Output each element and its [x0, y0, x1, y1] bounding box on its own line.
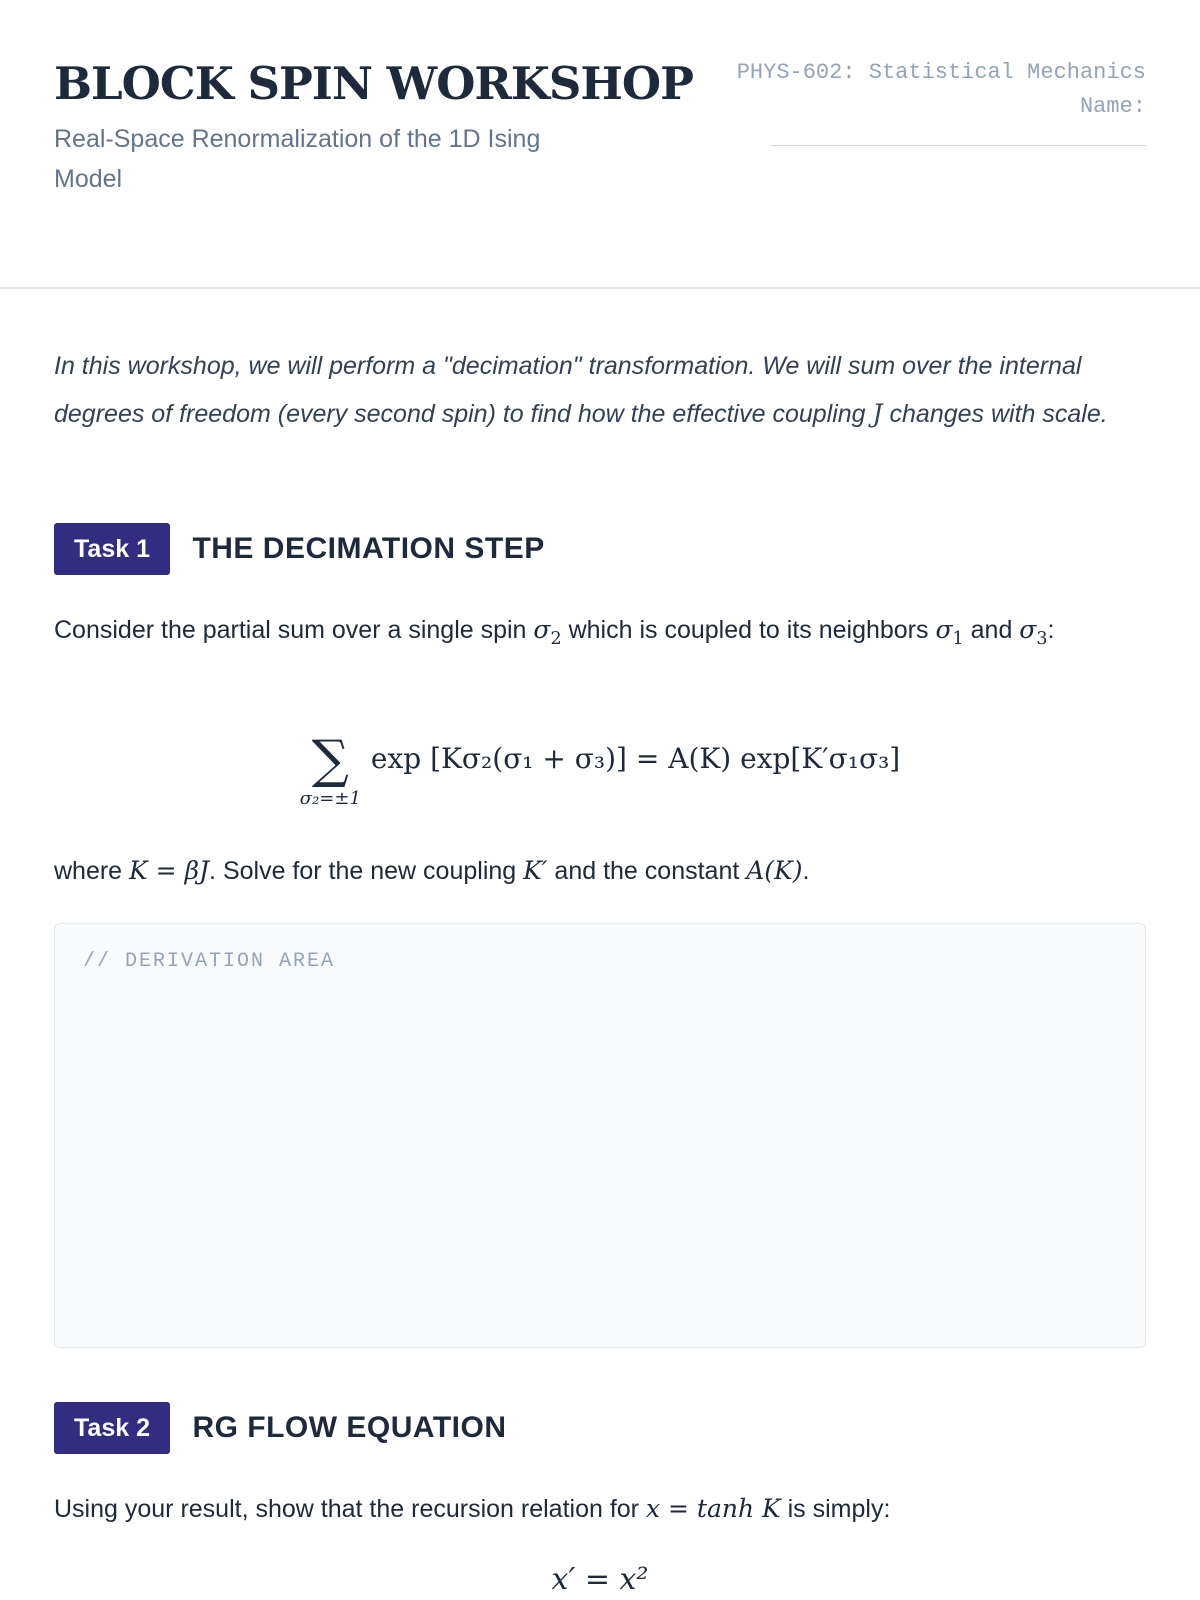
intro-text-part: In this workshop, we will perform a "decimation" transformation. We will sum over the internal degrees of freedom (every second spin) to find how the effective coupling	[54, 352, 1082, 428]
recursion-variable: x = tanh K	[645, 1494, 781, 1523]
task-2-prompt	[54, 1484, 1154, 1534]
task-1-title: THE DECIMATION STEP	[192, 532, 545, 565]
course-label: PHYS-602: Statistical Mechanics	[736, 60, 1146, 85]
prompt-text: and	[963, 616, 1020, 644]
instruction-text: and the constant	[547, 857, 747, 885]
instruction-text: . Solve for the new coupling	[209, 857, 524, 885]
instruction-text: .	[802, 857, 810, 885]
sigma-3-symbol: $\sigma_3$	[1019, 615, 1048, 649]
derivation-area-label: // DERIVATION AREA	[83, 950, 336, 973]
prompt-text: :	[1047, 616, 1055, 644]
constant-symbol: A(K)	[746, 856, 803, 885]
page-subtitle: Real-Space Renormalization of the 1D Ising Model	[54, 125, 541, 193]
name-field[interactable]	[770, 145, 1146, 146]
intro-text	[54, 342, 1154, 438]
symbol-j: J	[872, 399, 883, 428]
summation-range: σ₂=±1	[299, 788, 361, 809]
task-1-prompt	[54, 605, 1154, 664]
prompt-text: Using your result, show that the recursion relation for	[54, 1495, 646, 1523]
prompt-text: Consider the partial sum over a single spin	[54, 616, 534, 644]
name-label: Name:	[1079, 94, 1146, 119]
intro-text-part: changes with scale.	[882, 400, 1108, 428]
prompt-text: which is coupled to its neighbors	[561, 616, 936, 644]
task-1-badge: Task 1	[54, 523, 170, 575]
decimation-equation	[0, 732, 1200, 810]
task-1-instruction	[54, 846, 1154, 896]
header	[54, 56, 1146, 231]
coupling-definition: K = βJ	[129, 856, 210, 885]
sigma-1-symbol: $\sigma_1$	[935, 615, 964, 649]
page-title: BLOCK SPIN WORKSHOP	[54, 57, 693, 110]
task-2-title: RG FLOW EQUATION	[192, 1411, 507, 1444]
new-coupling-symbol: K′	[523, 856, 548, 885]
summation-symbol: ∑ σ₂=±1	[299, 730, 361, 809]
header-divider	[0, 287, 1200, 289]
task-2-badge: Task 2	[54, 1402, 170, 1454]
instruction-text: where	[54, 857, 130, 885]
recursion-equation	[0, 1562, 1200, 1597]
task-2-header	[54, 1402, 507, 1456]
equation-body: exp [Kσ₂(σ₁ + σ₃)] = A(K) exp[K′σ₁σ₃]	[370, 741, 901, 775]
prompt-text: is simply:	[780, 1495, 891, 1523]
recursion-equation-text: x′ = x²	[551, 1562, 649, 1597]
task-1-header	[54, 523, 545, 577]
sigma-2-symbol: $\sigma_2$	[533, 615, 562, 649]
derivation-area[interactable]	[54, 923, 1146, 1348]
